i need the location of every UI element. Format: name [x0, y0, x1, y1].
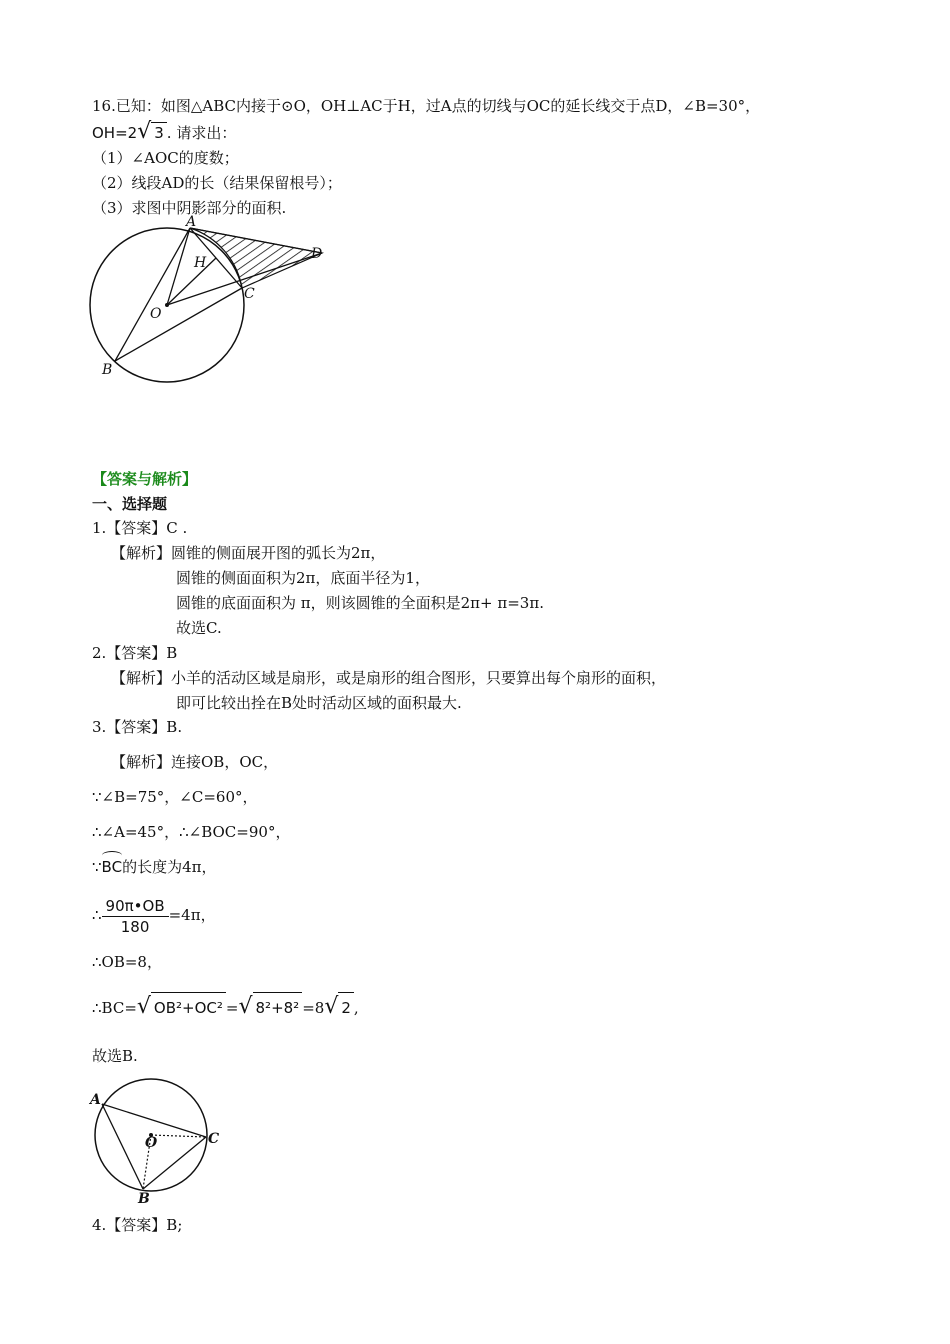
answer-3-exp-intro: 【解析】连接OB，OC，: [111, 753, 279, 771]
question-2: （2）线段AD的长（结果保留根号）；: [92, 174, 342, 192]
label-a: A: [186, 214, 197, 230]
arc-bc-label: BC: [101, 858, 123, 876]
segment-ac-2: [102, 1104, 206, 1137]
label-o: O: [150, 306, 162, 322]
label-d: D: [311, 246, 323, 262]
sqrt-symbol-1: √: [136, 994, 151, 1019]
label-o-2: O: [145, 1135, 158, 1151]
arc-length-text: 的长度为4π，: [122, 858, 217, 876]
equals-4pi: =4π，: [168, 906, 216, 924]
answer-3-line-2: ∴∠A=45°，∴∠BOC=90°，: [92, 823, 291, 841]
problem-16-statement: 16.已知：如图△ABC内接于⊙O，OH⊥AC于H，过A点的切线与OC的延长线交于点D，∠B=30°，: [92, 97, 761, 115]
bc-equals: ∴BC=: [92, 999, 137, 1017]
answer-1: 1.【答案】C .: [92, 519, 188, 537]
section-choice: 一、选择题: [92, 495, 168, 513]
answer-2: 2.【答案】B: [92, 644, 178, 662]
label-a-2: A: [90, 1092, 101, 1108]
answer-3-line-5: ∴OB=8，: [92, 953, 162, 971]
answer-1-exp-3: 故选C.: [176, 619, 222, 637]
answer-2-exp-1: 即可比较出拴在B处时活动区域的面积最大.: [176, 694, 462, 712]
answer-4: 4.【答案】B;: [92, 1216, 183, 1234]
because-symbol: ∵: [92, 858, 102, 876]
answer-3-conclusion: 故选B.: [92, 1047, 138, 1065]
oh-prefix: OH=2: [92, 124, 138, 142]
sqrt-symbol: √: [137, 119, 152, 144]
answer-1-exp-2: 圆锥的底面面积为 π，则该圆锥的全面积是2π+ π=3π.: [176, 594, 544, 612]
therefore-symbol: ∴: [92, 906, 102, 924]
fraction-denominator: 180: [120, 917, 150, 936]
segment-ab-2: [102, 1104, 143, 1189]
answer-2-exp-0: 【解析】小羊的活动区域是扇形，或是扇形的组合图形，只要算出每个扇形的面积，: [111, 669, 667, 687]
answers-header: 【答案与解析】: [92, 470, 198, 488]
equals-sign: =: [225, 999, 239, 1017]
radicand-3: 2: [338, 992, 354, 1023]
label-c: C: [244, 286, 255, 302]
label-h: H: [194, 255, 207, 271]
segment-oc-2: [151, 1135, 206, 1137]
label-b: B: [102, 362, 113, 378]
label-b-2: B: [138, 1191, 150, 1207]
answer-3: 3.【答案】B.: [92, 718, 183, 736]
label-c-2: C: [208, 1131, 220, 1147]
comma: ,: [353, 999, 359, 1017]
radicand-2: 8²+8²: [253, 992, 303, 1023]
radicand-1: OB²+OC²: [151, 992, 226, 1023]
equals-8: =8: [302, 999, 325, 1017]
fraction-numerator: 90π•OB: [102, 896, 169, 917]
answer-1-exp-0: 【解析】圆锥的侧面展开图的弧长为2π，: [111, 544, 386, 562]
answer-3-line-1: ∵∠B=75°，∠C=60°，: [92, 788, 258, 806]
sqrt-symbol-2: √: [238, 994, 253, 1019]
answer-1-exp-1: 圆锥的侧面面积为2π，底面半径为1，: [176, 569, 430, 587]
oh-suffix: . 请求出：: [166, 124, 237, 142]
oh-radicand: 3: [151, 122, 167, 143]
question-3: （3）求图中阴影部分的面积.: [92, 199, 287, 217]
sqrt-symbol-3: √: [324, 994, 339, 1019]
question-1: （1）∠AOC的度数；: [92, 149, 239, 167]
